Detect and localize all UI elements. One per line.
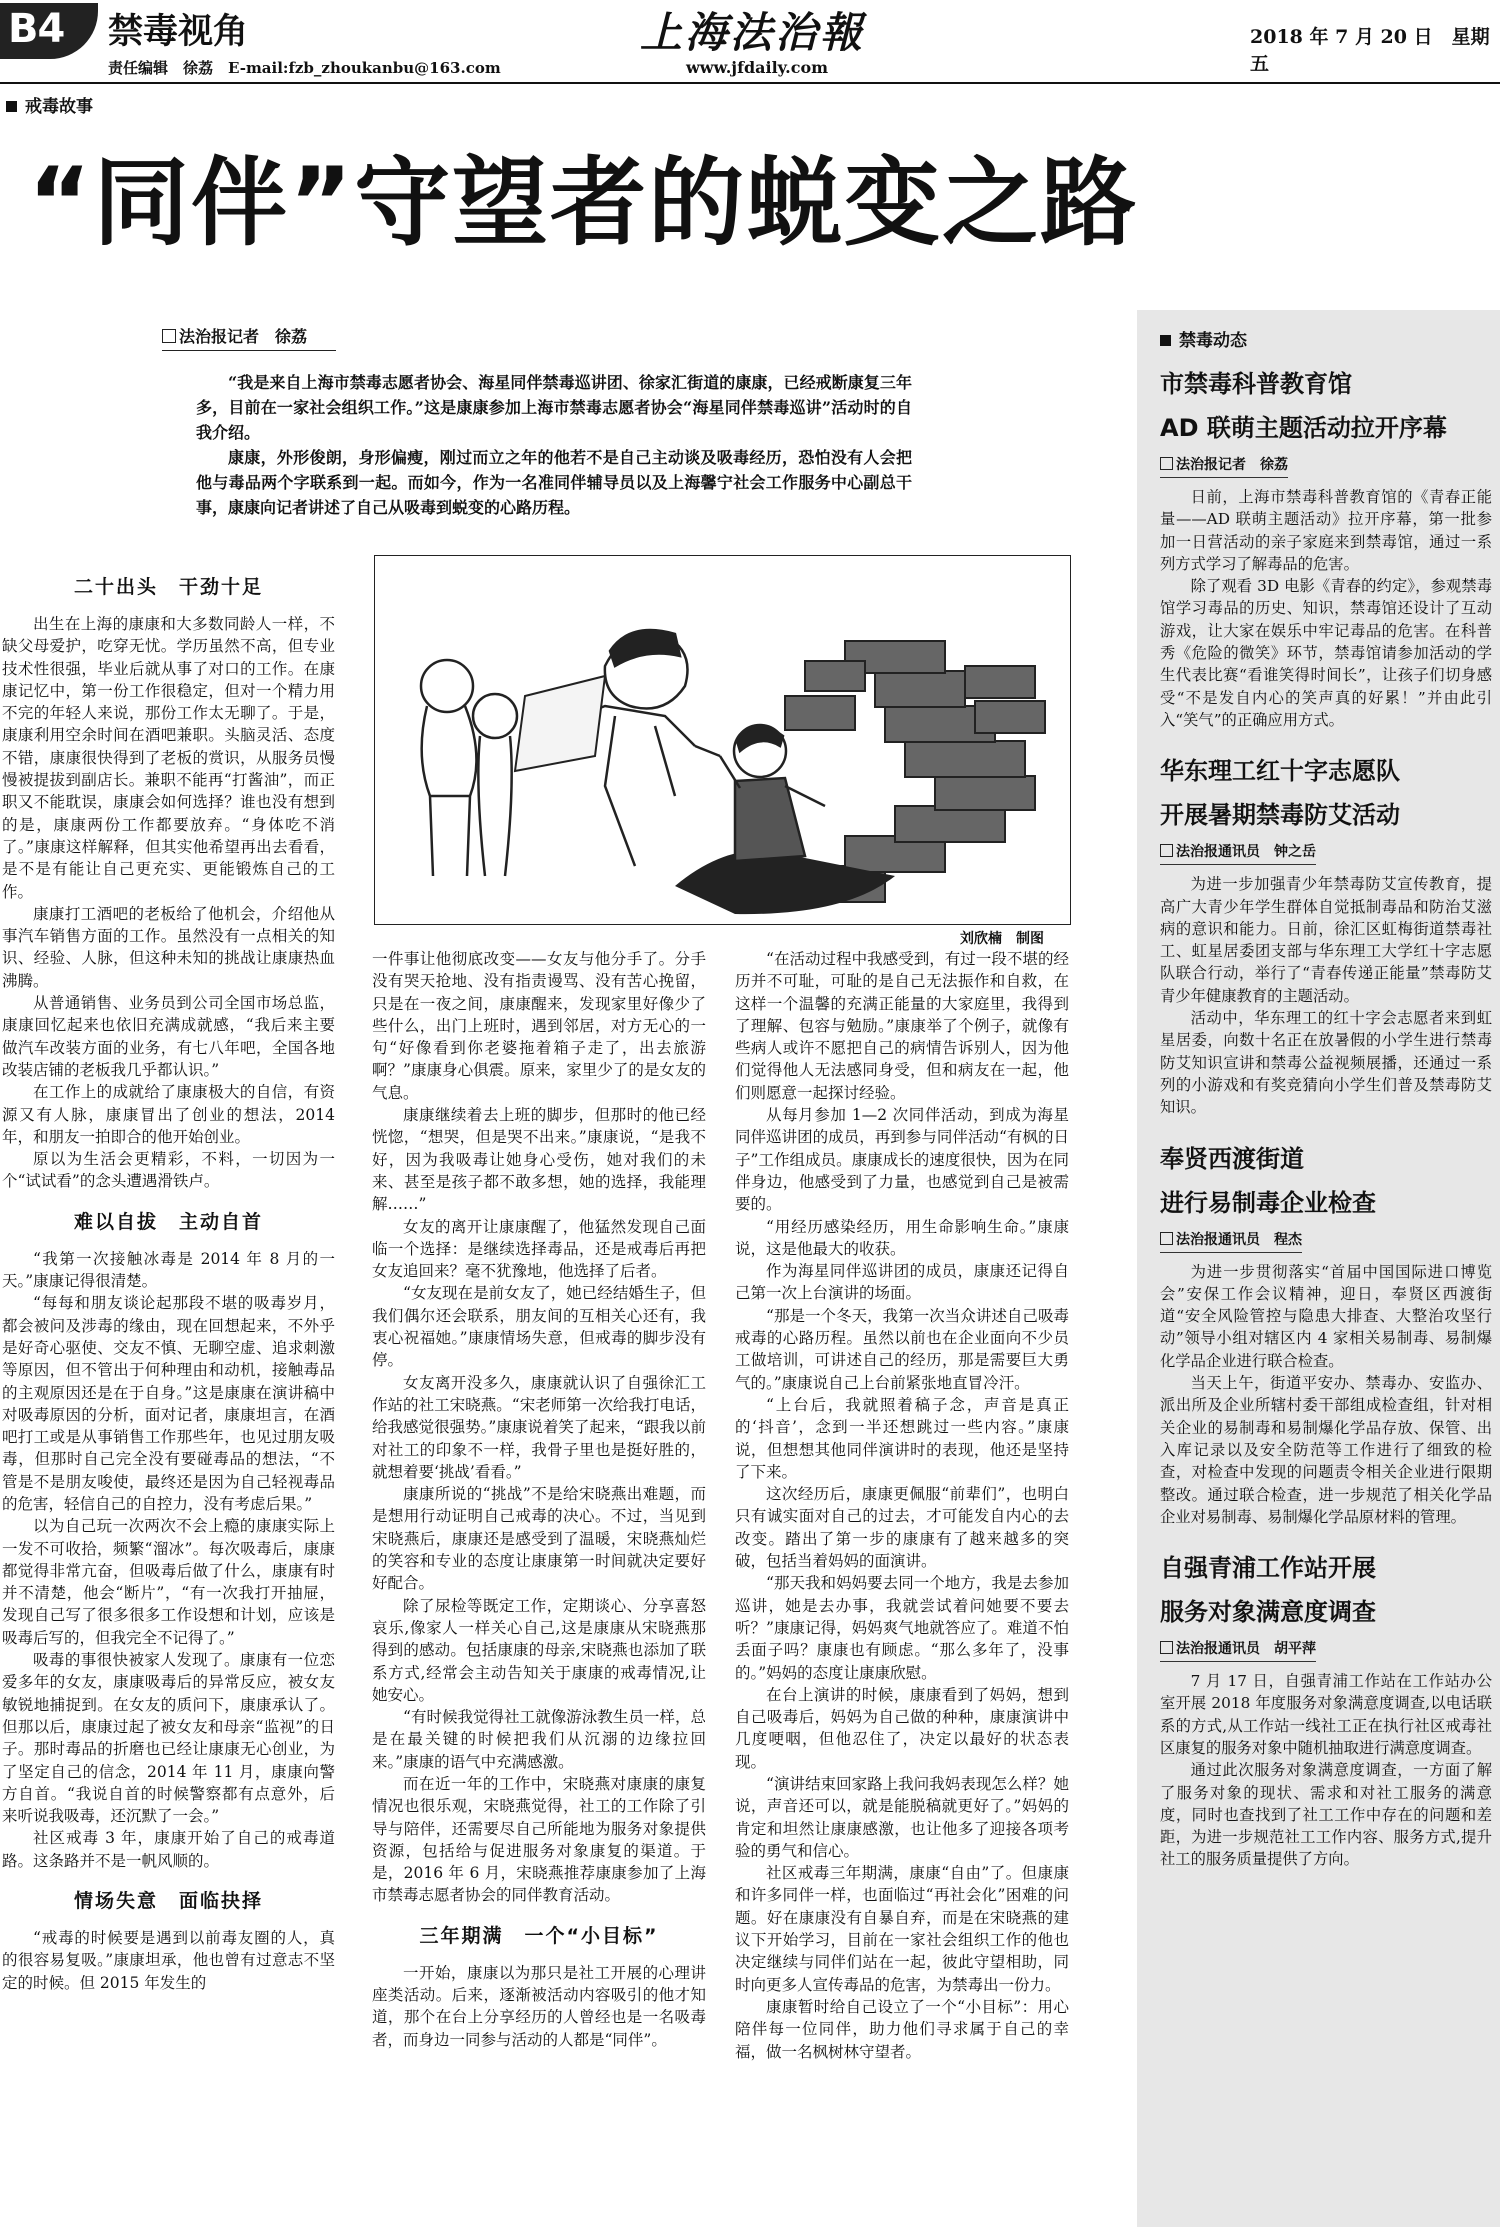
news-title: 市禁毒科普教育馆 <box>1160 370 1352 398</box>
square-bullet-icon <box>1160 335 1171 346</box>
page-number: B4 <box>8 6 65 52</box>
editor-line: 责任编辑 徐荔 E-mail:fzb_zhoukanbu@163.com <box>108 59 501 77</box>
news-title: 进行易制毒企业检查 <box>1160 1188 1376 1217</box>
body-paragraph: 社区戒毒三年期满，康康“自由”了。但康康和许多同伴一样，也面临过“再社会化”困难的问题。好在康康没有自暴自弃，而是在宋晓燕的建议下开始学习，目前在一家社会组织工作的他也决定继续与同伴们站在一起，彼此守望相助，同时向更多人宣传毒品的危害，为禁毒出一份力。 <box>735 1864 1069 1994</box>
article-title: “同伴”守望者的蜕变之路 <box>28 147 1139 259</box>
news-paragraph: 7 月 17 日，自强青浦工作站在工作站办公室开展 2018 年度服务对象满意度调查,以电话联系的方式,从工作站一线社工正在执行社区戒毒社区康复的服务对象中随机抽取进行满意度调查。 <box>1160 1672 1492 1757</box>
body-paragraph: 以为自己玩一次两次不会上瘾的康康实际上一发不可收拾，频繁“溜冰”。每次吸毒后，康康都觉得非常亢奋，但吸毒后做了什么，康康有时并不清楚，他会“断片”，“有一次我打开抽屉，发现自己写了很多很多工作设想和计划，应该是吸毒后写的，但我完全不记得了。” <box>2 1517 335 1647</box>
news-byline <box>1160 454 1288 478</box>
body-paragraph: 从每月参加 1—2 次同伴活动，到成为海星同伴巡讲团的成员，再到参与同伴活动“有枫的日子”工作组成员。康康成长的速度很快，因为在同伴身边，他感受到了力量，也感觉到自己是被需要的。 <box>735 1106 1069 1214</box>
news-item <box>1160 749 1492 1118</box>
news-title: 自强青浦工作站开展 <box>1160 1554 1376 1583</box>
column-tag-text: 戒毒故事 <box>25 97 93 117</box>
masthead-logo: 上海法治報 <box>640 8 866 57</box>
body-paragraph: 康康所说的“挑战”不是给宋晓燕出难题，而是想用行动证明自己戒毒的决心。不过，当见到宋晓燕后，康康还是感受到了温暖，宋晓燕灿烂的笑容和专业的态度让康康第一时间就决定要好好配合。 <box>372 1485 706 1593</box>
news-item <box>1160 362 1492 731</box>
box-icon <box>1160 457 1173 470</box>
news-byline-text: 法治报通讯员 胡平萍 <box>1176 1641 1316 1658</box>
body-paragraph: “戒毒的时候要是遇到以前毒友圈的人，真的很容易复吸。”康康坦承，他也曾有过意志不坚定的时候。但 2015 年发生的 <box>2 1929 335 1992</box>
body-paragraph: “女友现在是前女友了，她已经结婚生子，但我们偶尔还会联系，朋友间的互相关心还有，我衷心祝福她。”康康情场失意，但戒毒的脚步没有停。 <box>372 1284 706 1370</box>
illustration <box>374 555 1071 925</box>
body-paragraph: 康康继续着去上班的脚步，但那时的他已经恍惚，“想哭，但是哭不出来。”康康说，“是我不好，因为我吸毒让她身心受伤，她对我们的未来、甚至是孩子都不敢多想，她的选择，我能理解……” <box>372 1106 706 1214</box>
box-icon <box>1160 1232 1173 1245</box>
news-title: 奉贤西渡街道 <box>1160 1144 1304 1173</box>
article-column-1 <box>2 558 335 2227</box>
body-paragraph: 社区戒毒 3 年，康康开始了自己的戒毒道路。这条路并不是一帆风顺的。 <box>2 1829 335 1870</box>
news-byline-text: 法治报记者 徐荔 <box>1176 457 1288 473</box>
body-paragraph: 从普通销售、业务员到公司全国市场总监，康康回忆起来也依旧充满成就感，“我后来主要做汽车改装方面的业务，有七八年吧，全国各地改装店铺的老板我几乎都认识。” <box>2 994 335 1079</box>
body-paragraph: 这次经历后，康康更佩服“前辈们”，也明白只有诚实面对自己的过去，才可能发自内心的去改变。踏出了第一步的康康有了越来越多的突破，包括当着妈妈的面演讲。 <box>735 1485 1069 1571</box>
body-paragraph: 康康暂时给自己设立了一个“小目标”：用心陪伴每一位同伴，助力他们寻求属于自己的幸福，做一名枫树林守望者。 <box>735 1997 1069 2061</box>
body-paragraph: “上台后，我就照着稿子念，声音是真正的‘抖音’，念到一半还想跳过一些内容。”康康说，但想想其他同伴演讲时的表现，他还是坚持了下来。 <box>735 1395 1069 1481</box>
body-paragraph: “演讲结束回家路上我问我妈表现怎么样？她说，声音还可以，就是能脱稿就更好了。”妈妈的肯定和坦然让康康感激，也让他多了迎接各项考验的勇气和信心。 <box>735 1774 1069 1860</box>
body-paragraph: “那天我和妈妈要去同一个地方，我是去参加巡讲，她是去办事，我就尝试着问她要不要去听？”康康记得，妈妈爽气地就答应了。难道不怕丢面子吗？康康也有顾虑。“那么多年了，没事的。”妈妈的态度让康康欣慰。 <box>735 1574 1069 1682</box>
sidebar-tag <box>1160 326 1247 351</box>
paper-figure <box>515 676 605 771</box>
body-paragraph: 女友离开没多久，康康就认识了自强徐汇工作站的社工宋晓燕。“宋老师第一次给我打电话，给我感觉很强势。”康康说着笑了起来，“跟我以前对社工的印象不一样，我骨子里也是挺好胜的，就想着要‘挑战’看看。” <box>372 1373 706 1481</box>
article-lead <box>196 370 912 520</box>
article-column-3 <box>735 948 1069 2227</box>
illustration-credit: 刘欣楠 制图 <box>960 931 1044 947</box>
box-icon <box>1160 844 1173 857</box>
body-paragraph: 女友的离开让康康醒了，他猛然发现自己面临一个选择：是继续选择毒品，还是戒毒后再把女友追回来？毫不犹豫地，他选择了后者。 <box>372 1217 706 1281</box>
news-item <box>1160 1546 1492 1871</box>
body-paragraph: 出生在上海的康康和大多数同龄人一样，不缺父母爱护，吃穿无忧。学历虽然不高，但专业技术性很强，毕业后就从事了对口的工作。在康康记忆中，第一份工作很稳定，但对一个精力用不完的年轻人来说，那份工作太无聊了。于是，康康利用空余时间在酒吧兼职。头脑灵活、态度不错，康康很快得到了老板的赏识，从服务员慢慢被提拔到副店长。兼职不能再“打酱油”，而正职又不能耽误，康康会如何选择？谁也没有想到的是，康康两份工作都要放弃。“身体吃不消了。”康康这样解释，但其实他希望再出去看看，是不是有能让自己更充实、更能锻炼自己的工作。 <box>2 615 335 901</box>
subheading: 难以自拔 主动自首 <box>73 1210 263 1233</box>
body-paragraph: 而在近一年的工作中，宋晓燕对康康的康复情况也很乐观，宋晓燕觉得，社工的工作除了引导与陪伴，还需要尽自己所能地为服务对象提供资源，包括给与促进服务对象康复的渠道。于是，2016 年 6 月，宋晓燕推荐康康参加了上海市禁毒志愿者协会的同伴教育活动。 <box>372 1774 706 1905</box>
news-byline-text: 法治报通讯员 钟之岳 <box>1176 844 1316 861</box>
box-icon <box>1160 1641 1173 1654</box>
body-paragraph: “有时候我觉得社工就像游泳教生员一样，总是在最关键的时候把我们从沉溺的边缘拉回来。”康康的语气中充满感激。 <box>372 1708 706 1771</box>
square-bullet-icon <box>6 101 17 112</box>
news-paragraph: 除了观看 3D 电影《青春的约定》，参观禁毒馆学习毒品的历史、知识，禁毒馆还设计了互动游戏，让大家在娱乐中牢记毒品的危害。在科普秀《危险的微笑》环节，禁毒馆请参加活动的学生代表比赛“看谁笑得时间长”，让孩子们切身感受“不是发自内心的笑声真的好累！”并由此引入“笑气”的正确应用方式。 <box>1160 577 1492 729</box>
news-title: 开展暑期禁毒防艾活动 <box>1160 801 1400 830</box>
news-title: 服务对象满意度调查 <box>1160 1598 1376 1627</box>
news-byline-text: 法治报通讯员 程杰 <box>1176 1231 1302 1248</box>
body-paragraph: 在台上演讲的时候，康康看到了妈妈，想到自己吸毒后，妈妈为自己做的种种，康康演讲中几度哽咽，但他忍住了，决定以最好的状态表现。 <box>735 1685 1069 1771</box>
news-byline <box>1160 841 1316 865</box>
news-paragraph: 活动中，华东理工的红十字会志愿者来到虹星居委，向数十名正在放暑假的小学生进行禁毒防艾知识宣讲和禁毒公益视频展播，还通过一系列的小游戏和有奖竞猜向小学生们普及禁毒防艾知识。 <box>1160 1009 1492 1117</box>
body-paragraph: 除了尿检等既定工作，定期谈心、分享喜怒哀乐,像家人一样关心自己,这是康康从宋晓燕那得到的感动。包括康康的母亲,宋晓燕也添加了联系方式,经常会主动告知关于康康的戒毒情况,让她安心。 <box>372 1596 706 1704</box>
lead-paragraph-2: 康康，外形俊朗，身形偏瘦，刚过而立之年的他若不是自己主动谈及吸毒经历，恐怕没有人会把他与毒品两个字联系到一起。而如今，作为一名准同伴辅导员以及上海馨宁社会工作服务中心副总干事，康康向记者讲述了自己从吸毒到蜕变的心路历程。 <box>196 448 912 517</box>
news-item <box>1160 1137 1492 1529</box>
body-paragraph: “在活动过程中我感受到，有过一段不堪的经历并不可耻，可耻的是自己无法振作和自救，在这样一个温馨的充满正能量的大家庭里，我得到了理解、包容与勉励。”康康举了个例子，就像有些病人或许不愿把自己的病情告诉别人，因为他们觉得他人无法感同身受，但和病友在一起，他们则愿意一起探讨经验。 <box>735 950 1069 1102</box>
article-byline <box>162 324 336 351</box>
body-paragraph: 吸毒的事很快被家人发现了。康康有一位恋爱多年的女友，康康吸毒后的异常反应，被女友敏锐地捕捉到。在女友的质问下，康康承认了。但那以后，康康过起了被女友和母亲“监视”的日子。那时毒品的折磨也已经让康康无心创业，为了坚定自己的信念，2014 年 11 月，康康向警方自首。“我说自首的时候警察都有点意外，后来听说我吸毒，还沉默了一会。” <box>2 1651 335 1826</box>
body-paragraph: 康康打工酒吧的老板给了他机会，介绍他从事汽车销售方面的工作。虽然没有一点相关的知识、经验、人脉，但这种未知的挑战让康康热血沸腾。 <box>2 904 335 990</box>
body-paragraph: “每每和朋友谈论起那段不堪的吸毒岁月，都会被问及涉毒的缘由，现在回想起来，不外乎是好奇心驱使、交友不慎、无聊空虚、追求刺激等原因，但不管出于何种理由和动机，接触毒品的主观原因还是在于自身。”这是康康在演讲稿中对吸毒原因的分析，面对记者，康康坦言，在酒吧打工或是从事销售工作那些年，也见过朋友吸毒，但那时自己完全没有要碰毒品的想法，“不管是不是朋友唆使，最终还是因为自己轻视毒品的危害，轻信自己的自控力，没有考虑后果。” <box>2 1294 335 1513</box>
body-paragraph: 作为海星同伴巡讲团的成员，康康还记得自己第一次上台演讲的场面。 <box>735 1262 1069 1303</box>
news-paragraph: 日前，上海市禁毒科普教育馆的《青春正能量——AD 联萌主题活动》拉开序幕，第一批参加一日营活动的亲子家庭来到禁毒馆，通过一系列方式学习了解毒品的危害。 <box>1160 488 1492 573</box>
subheading: 二十出头 干劲十足 <box>73 576 263 598</box>
news-title: 华东理工红十字志愿队 <box>1160 757 1400 786</box>
illustration-drawing <box>375 556 1070 924</box>
header-rule <box>0 82 1500 84</box>
issue-date: 2018 年 7 月 20 日 星期五 <box>1250 26 1490 75</box>
body-paragraph: “用经历感染经历，用生命影响生命。”康康说，这是他最大的收获。 <box>735 1217 1069 1258</box>
news-paragraph: 当天上午，街道平安办、禁毒办、安监办、派出所及企业所辖村委干部组成检查组，针对相关企业的易制毒和易制爆化学品存放、保管、出入库记录以及安全防范等工作进行了细致的检查，对检查中发现的问题责令相关企业进行限期整改。通过联合检查，进一步规范了相关化学品企业对易制毒、易制爆化学品原材料的管理。 <box>1160 1374 1492 1526</box>
news-byline <box>1160 1638 1316 1662</box>
body-paragraph: “那是一个冬天，我第一次当众讲述自己吸毒戒毒的心路历程。虽然以前也在企业面向不少员工做培训，可讲述自己的经历，那是需要巨大勇气的。”康康说自己上台前紧张地直冒冷汗。 <box>735 1306 1069 1392</box>
news-paragraph: 为进一步贯彻落实“首届中国国际进口博览会”安保工作会议精神，迎日，奉贤区西渡街道“安全风险管控与隐患大排查、大整治攻坚行动”领导小组对辖区内 4 家相关易制毒、易制爆化学品企业进行联合检查。 <box>1160 1262 1492 1370</box>
kneeling-man <box>720 725 825 861</box>
website: www.jfdaily.com <box>686 58 829 77</box>
sidebar-news-list <box>1160 362 1492 2222</box>
section-name: 禁毒视角 <box>108 12 249 52</box>
body-paragraph: “我第一次接触冰毒是 2014 年 8 月的一天。”康康记得很清楚。 <box>2 1249 335 1291</box>
subheading: 三年期满 一个“小目标” <box>419 1924 659 1947</box>
news-paragraph: 通过此次服务对象满意度调查，一方面了解了服务对象的现状、需求和对社工服务的满意度，同时也查找到了社工工作中存在的问题和差距，为进一步规范社工工作内容、服务方式,提升社工的服务质量提供了方向。 <box>1160 1761 1492 1869</box>
article-column-2 <box>372 948 706 2227</box>
news-paragraph: 为进一步加强青少年禁毒防艾宣传教育，提高广大青少年学生群体自觉抵制毒品和防治艾滋病的意识和能力。日前，徐汇区虹梅街道禁毒社工、虹星居委团支部与华东理工大学红十字志愿队联合行动，举行了“青春传递正能量”禁毒防艾青少年健康教育的主题活动。 <box>1160 875 1492 1005</box>
news-title: AD 联萌主题活动拉开序幕 <box>1160 414 1447 442</box>
body-paragraph: 在工作上的成就给了康康极大的自信，有资源又有人脉，康康冒出了创业的想法，2014 年，和朋友一拍即合的他开始创业。 <box>2 1083 335 1146</box>
column-tag <box>6 92 93 117</box>
box-icon <box>162 329 176 343</box>
subheading: 情场失意 面临抉择 <box>73 1890 263 1913</box>
lead-paragraph-1: “我是来自上海市禁毒志愿者协会、海星同伴禁毒巡讲团、徐家汇街道的康康，已经戒断康复三年多，目前在一家社会组织工作。”这是康康参加上海市禁毒志愿者协会“海星同伴禁毒巡讲”活动时的自我介绍。 <box>196 373 912 442</box>
byline-text: 法治报记者 徐荔 <box>179 327 308 346</box>
sidebar-tag-text: 禁毒动态 <box>1179 331 1247 351</box>
body-paragraph: 原以为生活会更精彩，不料，一切因为一个“试试看”的念头遭遇滑铁卢。 <box>2 1150 335 1191</box>
news-byline <box>1160 1229 1302 1253</box>
body-paragraph: 一开始，康康以为那只是社工开展的心理讲座类活动。后来，逐渐被活动内容吸引的他才知道，那个在台上分享经历的人曾经也是一名吸毒者，而身边一同参与活动的人都是“同伴”。 <box>372 1963 706 2049</box>
woman-figure <box>421 660 517 876</box>
body-paragraph: 一件事让他彻底改变——女友与他分手了。分手没有哭天抢地、没有指责谩骂、没有苦心挽留，只是在一夜之间，康康醒来，发现家里好像少了些什么，出门上班时，遇到邻居，对方无心的一句“好像看到你老婆拖着箱子走了，出去旅游啊？”康康身心俱震。原来，家里少了的是女友的气息。 <box>372 950 706 1102</box>
